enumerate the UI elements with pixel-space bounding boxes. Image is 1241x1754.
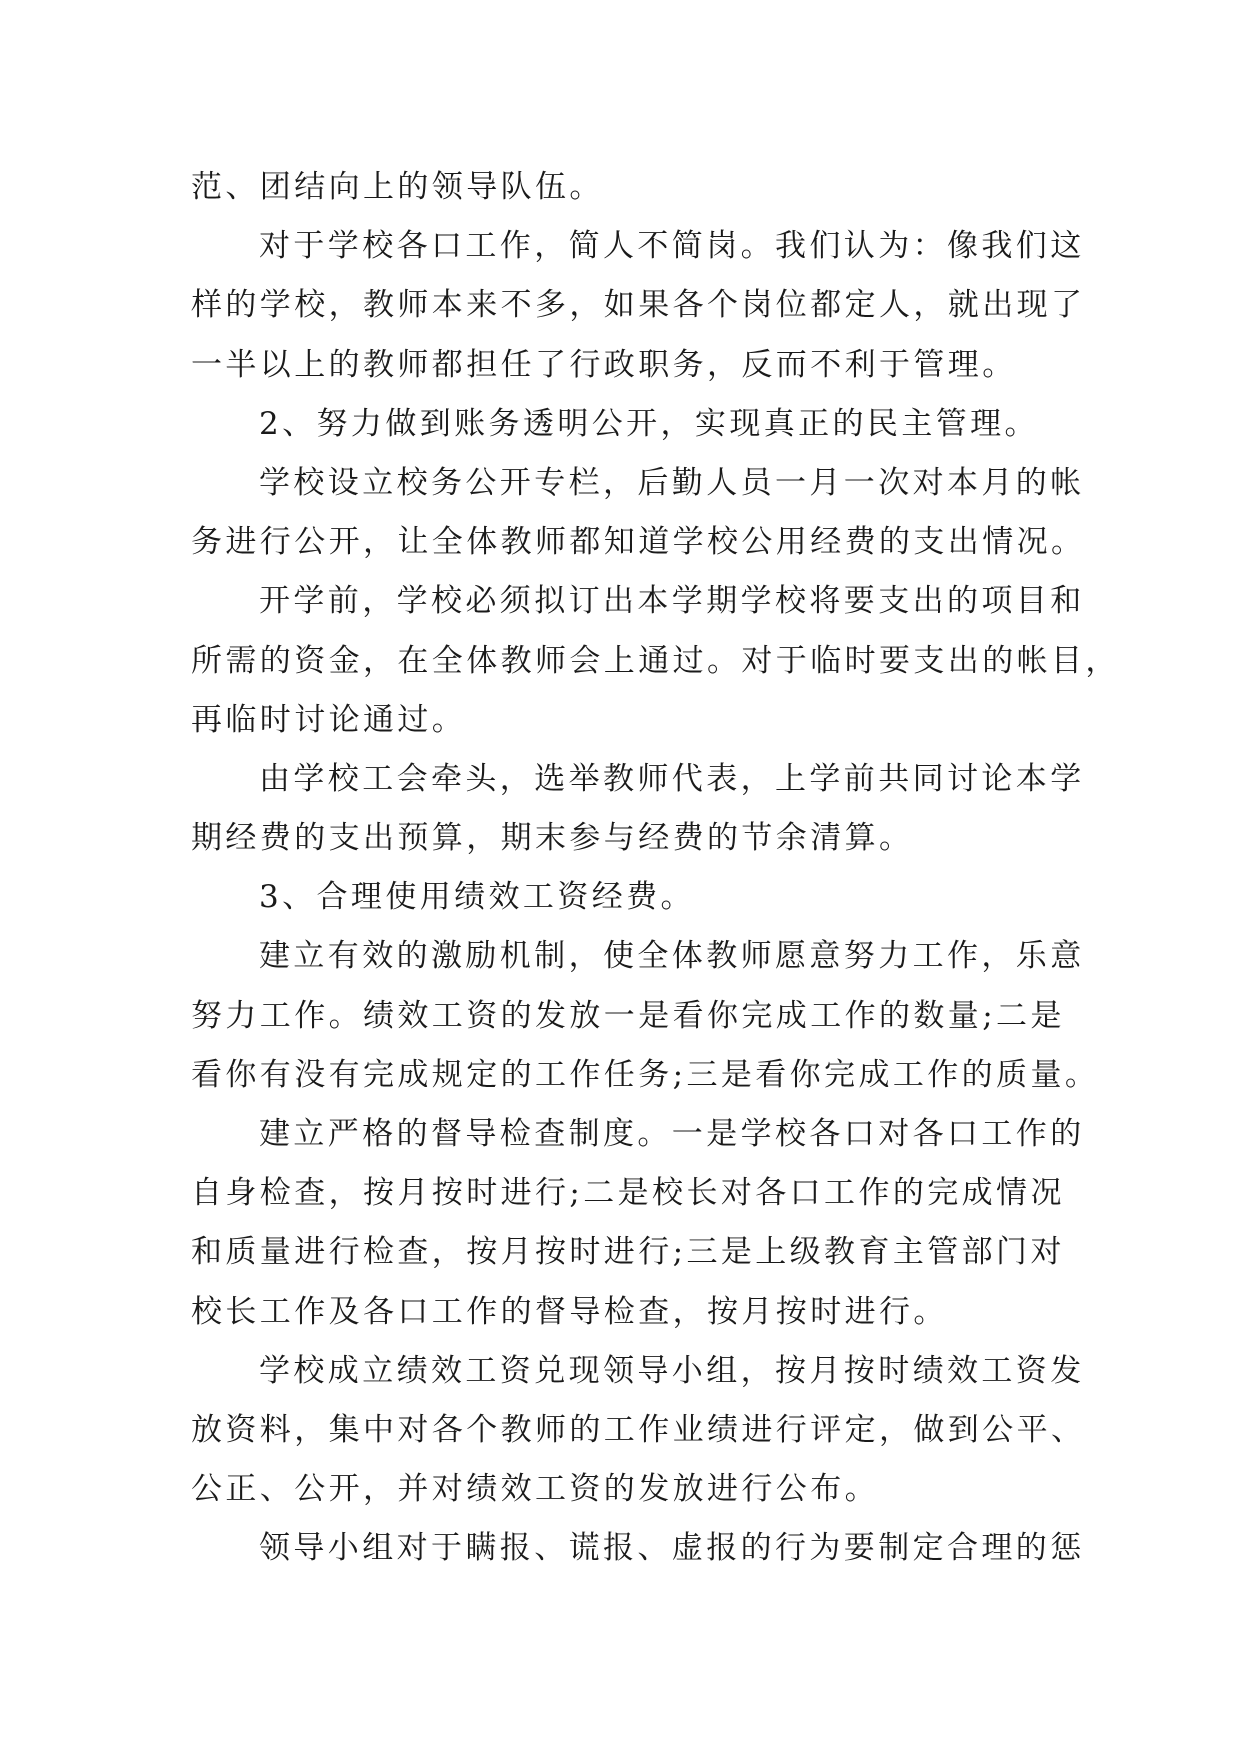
text-line: 2、努力做到账务透明公开，实现真正的民主管理。 bbox=[259, 405, 1039, 442]
text-line: 学校设立校务公开专栏，后勤人员一月一次对本月的帐 bbox=[259, 464, 1085, 501]
text-line: 领导小组对于瞒报、谎报、虚报的行为要制定合理的惩 bbox=[259, 1530, 1085, 1567]
text-line: 建立有效的激励机制，使全体教师愿意努力工作，乐意 bbox=[259, 938, 1085, 975]
text-line: 对于学校各口工作，简人不简岗。我们认为：像我们这 bbox=[259, 228, 1085, 265]
text-line: 期经费的支出预算，期末参与经费的节余清算。 bbox=[191, 820, 914, 857]
text-line: 样的学校，教师本来不多，如果各个岗位都定人，就出现了 bbox=[191, 287, 1086, 324]
text-line: 学校成立绩效工资兑现领导小组，按月按时绩效工资发 bbox=[259, 1352, 1085, 1389]
text-line: 放资料，集中对各个教师的工作业绩进行评定，做到公平、 bbox=[191, 1411, 1086, 1448]
text-line: 开学前，学校必须拟订出本学期学校将要支出的项目和 bbox=[259, 583, 1085, 620]
text-line: 校长工作及各口工作的督导检查，按月按时进行。 bbox=[191, 1293, 948, 1330]
text-line: 一半以上的教师都担任了行政职务，反而不利于管理。 bbox=[191, 346, 1017, 383]
text-line: 再临时讨论通过。 bbox=[191, 701, 467, 738]
text-line: 自身检查，按月按时进行;二是校长对各口工作的完成情况 bbox=[191, 1175, 1065, 1212]
text-line: 公正、公开，并对绩效工资的发放进行公布。 bbox=[191, 1471, 879, 1508]
text-line: 建立严格的督导检查制度。一是学校各口对各口工作的 bbox=[259, 1116, 1085, 1152]
text-line: 和质量进行检查，按月按时进行;三是上级教育主管部门对 bbox=[191, 1234, 1065, 1271]
text-line: 3、合理使用绩效工资经费。 bbox=[259, 879, 695, 916]
document-body bbox=[191, 158, 1120, 1579]
text-line: 看你有没有完成规定的工作任务;三是看你完成工作的质量。 bbox=[191, 1056, 1100, 1093]
text-line: 务进行公开，让全体教师都知道学校公用经费的支出情况。 bbox=[191, 524, 1086, 561]
text-line: 所需的资金，在全体教师会上通过。对于临时要支出的帐目， bbox=[191, 642, 1120, 679]
text-line: 由学校工会牵头，选举教师代表，上学前共同讨论本学 bbox=[259, 760, 1085, 797]
text-line: 努力工作。绩效工资的发放一是看你完成工作的数量;二是 bbox=[191, 997, 1065, 1034]
text-line: 范、团结向上的领导队伍。 bbox=[191, 169, 604, 205]
